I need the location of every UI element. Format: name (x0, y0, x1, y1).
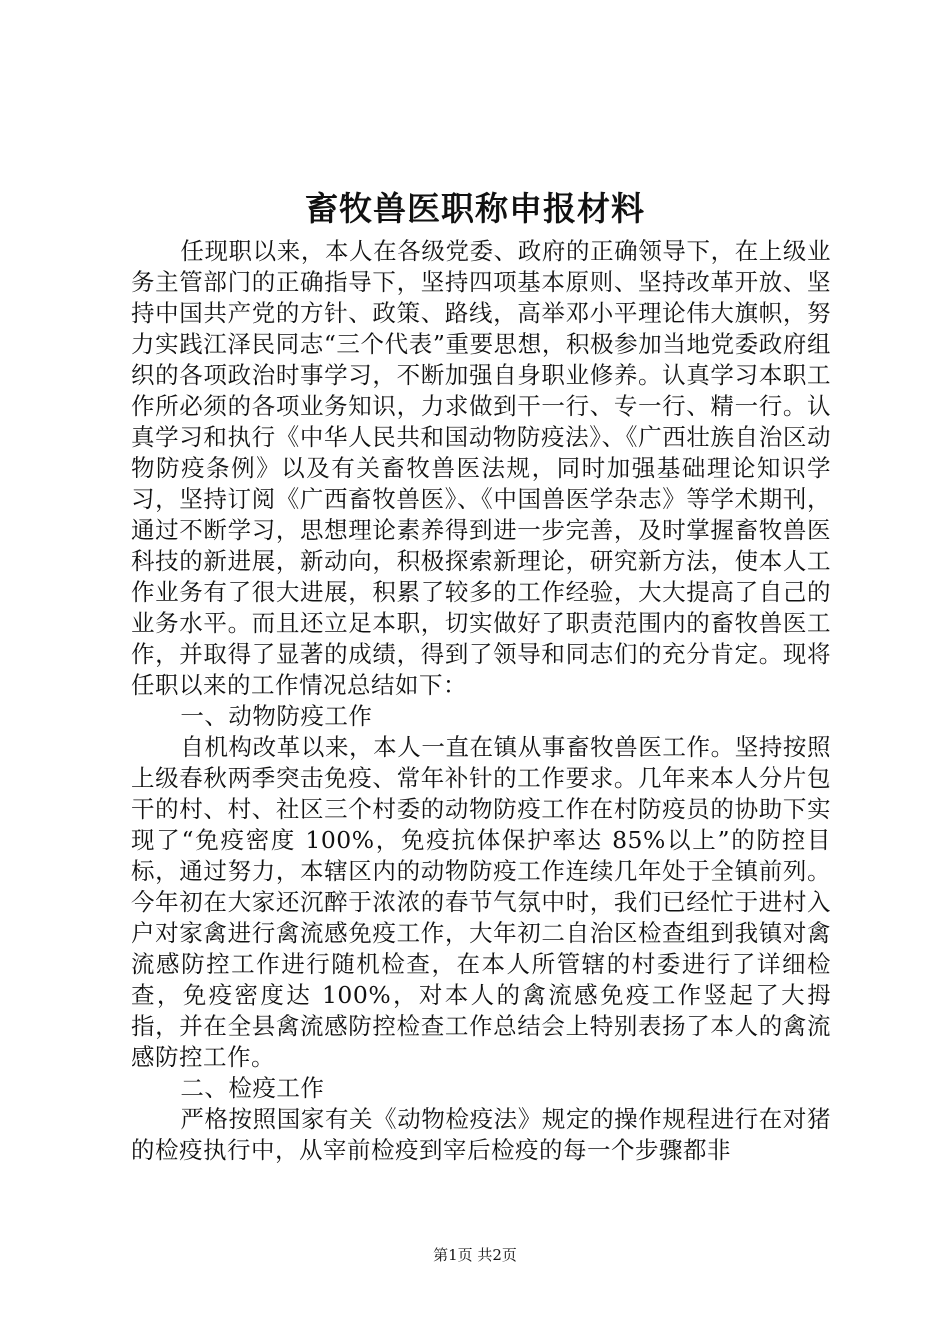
document-body (131, 236, 831, 1166)
page-footer: 第1页 共2页 (433, 1246, 517, 1264)
animal-epidemic-prevention-paragraph: 自机构改革以来，本人一直在镇从事畜牧兽医工作。坚持按照上级春秋两季突击免疫、常年补针的工作要求。几年来本人分片包干的村、村、社区三个村委的动物防疫工作在村防疫员的协助下实现了“免疫密度 100%，免疫抗体保护率达 85%以上”的防控目标，通过努力，本辖区内的动物防疫工作连续几年处于全镇前列。今年初在大家还沉醉于浓浓的春节气氛中时，我们已经忙于进村入户对家禽进行禽流感免疫工作，大年初二自治区检查组到我镇对禽流感防控工作进行随机检查，在本人所管辖的村委进行了详细检查，免疫密度达 100%，对本人的禽流感免疫工作竖起了大拇指，并在全县禽流感防控检查工作总结会上特别表扬了本人的禽流感防控工作。 (131, 733, 831, 1071)
section-heading-quarantine: 二、检疫工作 (180, 1074, 325, 1102)
quarantine-paragraph: 严格按照国家有关《动物检疫法》规定的操作规程进行在对猪的检疫执行中，从宰前检疫到宰后检疫的每一个步骤都非 (131, 1105, 831, 1164)
section-heading-animal-epidemic-prevention: 一、动物防疫工作 (180, 702, 373, 730)
document-title: 畜牧兽医职称申报材料 (305, 189, 645, 228)
intro-paragraph: 任现职以来，本人在各级党委、政府的正确领导下，在上级业务主管部门的正确指导下，坚持四项基本原则、坚持改革开放、坚持中国共产党的方针、政策、路线，高举邓小平理论伟大旗帜，努力实践江泽民同志“三个代表”重要思想，积极参加当地党委政府组织的各项政治时事学习，不断加强自身职业修养。认真学习本职工作所必须的各项业务知识，力求做到干一行、专一行、精一行。认真学习和执行《中华人民共和国动物防疫法》、《广西壮族自治区动物防疫条例》以及有关畜牧兽医法规，同时加强基础理论知识学习，坚持订阅《广西畜牧兽医》、《中国兽医学杂志》等学术期刊，通过不断学习，思想理论素养得到进一步完善，及时掌握畜牧兽医科技的新进展，新动向，积极探索新理论，研究新方法，使本人工作业务有了很大进展，积累了较多的工作经验，大大提高了自己的业务水平。而且还立足本职，切实做好了职责范围内的畜牧兽医工作，并取得了显著的成绩，得到了领导和同志们的充分肯定。现将任职以来的工作情况总结如下： (131, 237, 831, 699)
